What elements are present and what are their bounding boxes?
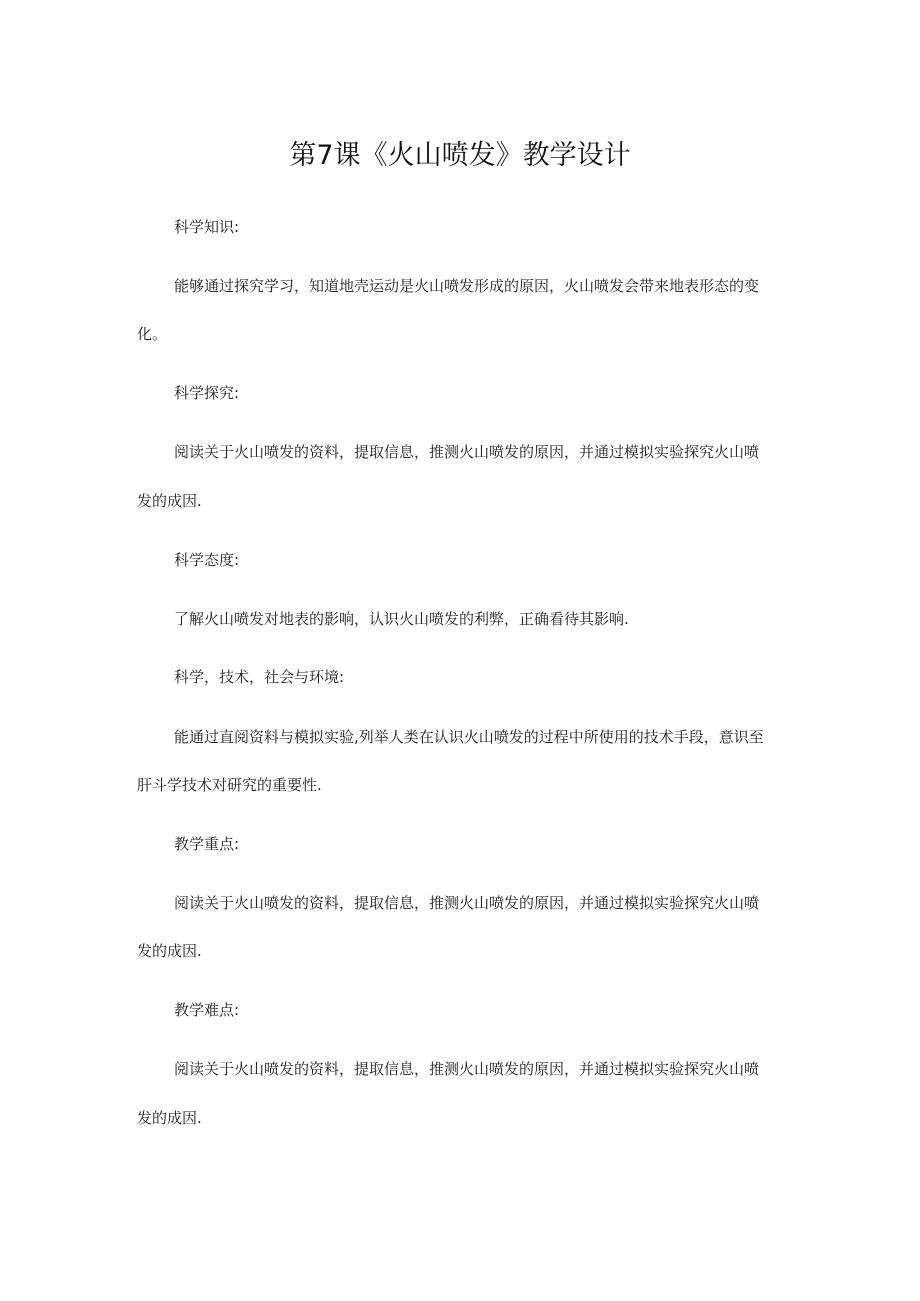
section-heading-teaching-difficulty: 教学难点: [174,1001,240,1019]
section-heading-teaching-focus: 教学重点: [174,835,240,853]
section-body-science-knowledge-line-2: 化。 [137,325,168,343]
section-body-teaching-focus-line-1: 阅读关于火山喷发的资料，提取信息，推测火山喷发的原因，并通过模拟实验探究火山喷 [174,894,760,912]
section-heading-science-attitude: 科学态度: [174,551,240,569]
section-body-stse-line-1: 能通过直阅资料与模拟实验,列举人类在认识火山喷发的过程中所使用的技术手段，意识至 [174,728,764,746]
section-body-teaching-difficulty-line-2: 发的成因. [137,1109,202,1127]
section-body-teaching-difficulty-line-1: 阅读关于火山喷发的资料，提取信息，推测火山喷发的原因，并通过模拟实验探究火山喷 [174,1060,760,1078]
section-heading-science-knowledge: 科学知识: [174,218,240,236]
document-title: 第7课《火山喷发》教学设计 [289,140,631,171]
section-body-science-attitude-line-1: 了解火山喷发对地表的影响，认识火山喷发的利弊，正确看待其影响. [174,610,629,628]
section-body-teaching-focus-line-2: 发的成因. [137,942,202,960]
section-heading-stse: 科学，技术，社会与环境: [174,668,345,686]
section-body-stse-line-2: 肝斗学技术对研究的重要性. [137,776,322,794]
section-body-science-knowledge-line-1: 能够通过探究学习，知道地壳运动是火山喷发形成的原因，火山喷发会带来地表形态的变 [174,277,760,295]
section-body-science-inquiry-line-2: 发的成因. [137,492,202,510]
section-body-science-inquiry-line-1: 阅读关于火山喷发的资料，提取信息，推测火山喷发的原因，并通过模拟实验探究火山喷 [174,443,760,461]
section-heading-science-inquiry: 科学探究: [174,384,240,402]
